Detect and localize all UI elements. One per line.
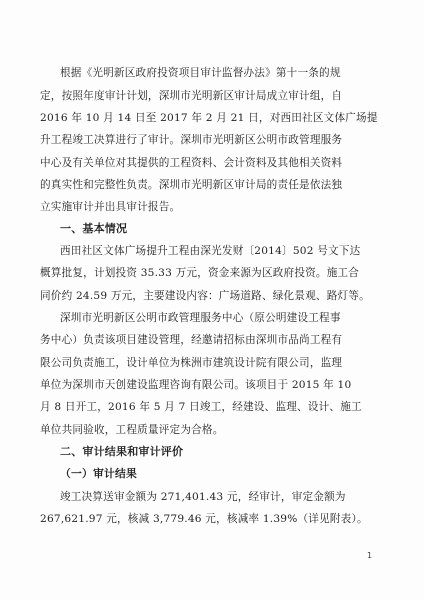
section-heading-basic-info: 一、基本情况 xyxy=(60,222,128,235)
paragraph-4-line-1: 竣工决算送审金额为 271,401.43 元，经审计，审定金额为 xyxy=(60,491,346,503)
subsection-heading-audit-result: （一）审计结果 xyxy=(60,467,137,480)
paragraph-1-line-2: 定，按照年度审计计划，深圳市光明新区审计局成立审计组，自 xyxy=(40,90,343,102)
paragraph-1-line-6: 的真实性和完整性负责。深圳市光明新区审计局的责任是依法独 xyxy=(40,179,343,191)
paragraph-1-line-5: 中心及有关单位对其提供的工程资料、会计资料及其他相关资料 xyxy=(40,157,343,169)
paragraph-2-line-3: 同价约 24.59 万元，主要建设内容：广场道路、绿化景观、路灯等。 xyxy=(40,290,370,302)
paragraph-1-line-7: 立实施审计并出具审计报告。 xyxy=(40,201,181,213)
paragraph-2-line-1: 西田社区文体广场提升工程由深光发财〔2014〕502 号文下达 xyxy=(60,245,361,257)
section-heading-audit-results: 二、审计结果和审计评价 xyxy=(60,445,184,458)
paragraph-3-line-5: 月 8 日开工，2016 年 5 月 7 日竣工，经建设、监理、设计、施工 xyxy=(40,401,362,413)
paragraph-3-line-6: 单位共同验收，工程质量评定为合格。 xyxy=(40,424,224,436)
paragraph-3-line-3: 限公司负责施工，设计单位为株洲市建筑设计院有限公司，监理 xyxy=(40,357,343,369)
paragraph-1-line-1: 根据《光明新区政府投资项目审计监督办法》第十一条的规 xyxy=(60,67,341,79)
paragraph-3-line-2: 务中心）负责该项目建设管理，经邀请招标由深圳市品尚工程有 xyxy=(40,334,343,346)
paragraph-2-line-2: 概算批复，计划投资 35.33 万元，资金来源为区政府投资。施工合 xyxy=(40,267,360,279)
paragraph-1-line-3: 2016 年 10 月 14 日至 2017 年 2 月 21 日，对西田社区文体广场提 xyxy=(40,112,378,124)
paragraph-3-line-4: 单位为深圳市天创建设监理咨询有限公司。该项目于 2015 年 10 xyxy=(40,379,352,391)
paragraph-3-line-1: 深圳市光明新区公明市政管理服务中心（原公明建设工程事 xyxy=(60,312,341,324)
paragraph-4-line-2: 267,621.97 元，核减 3,779.46 元，核减率 1.39%（详见附表）。 xyxy=(40,513,368,525)
paragraph-1-line-4: 升工程竣工决算进行了审计。深圳市光明新区公明市政管理服务 xyxy=(40,134,343,146)
page-number: 1 xyxy=(367,551,373,560)
